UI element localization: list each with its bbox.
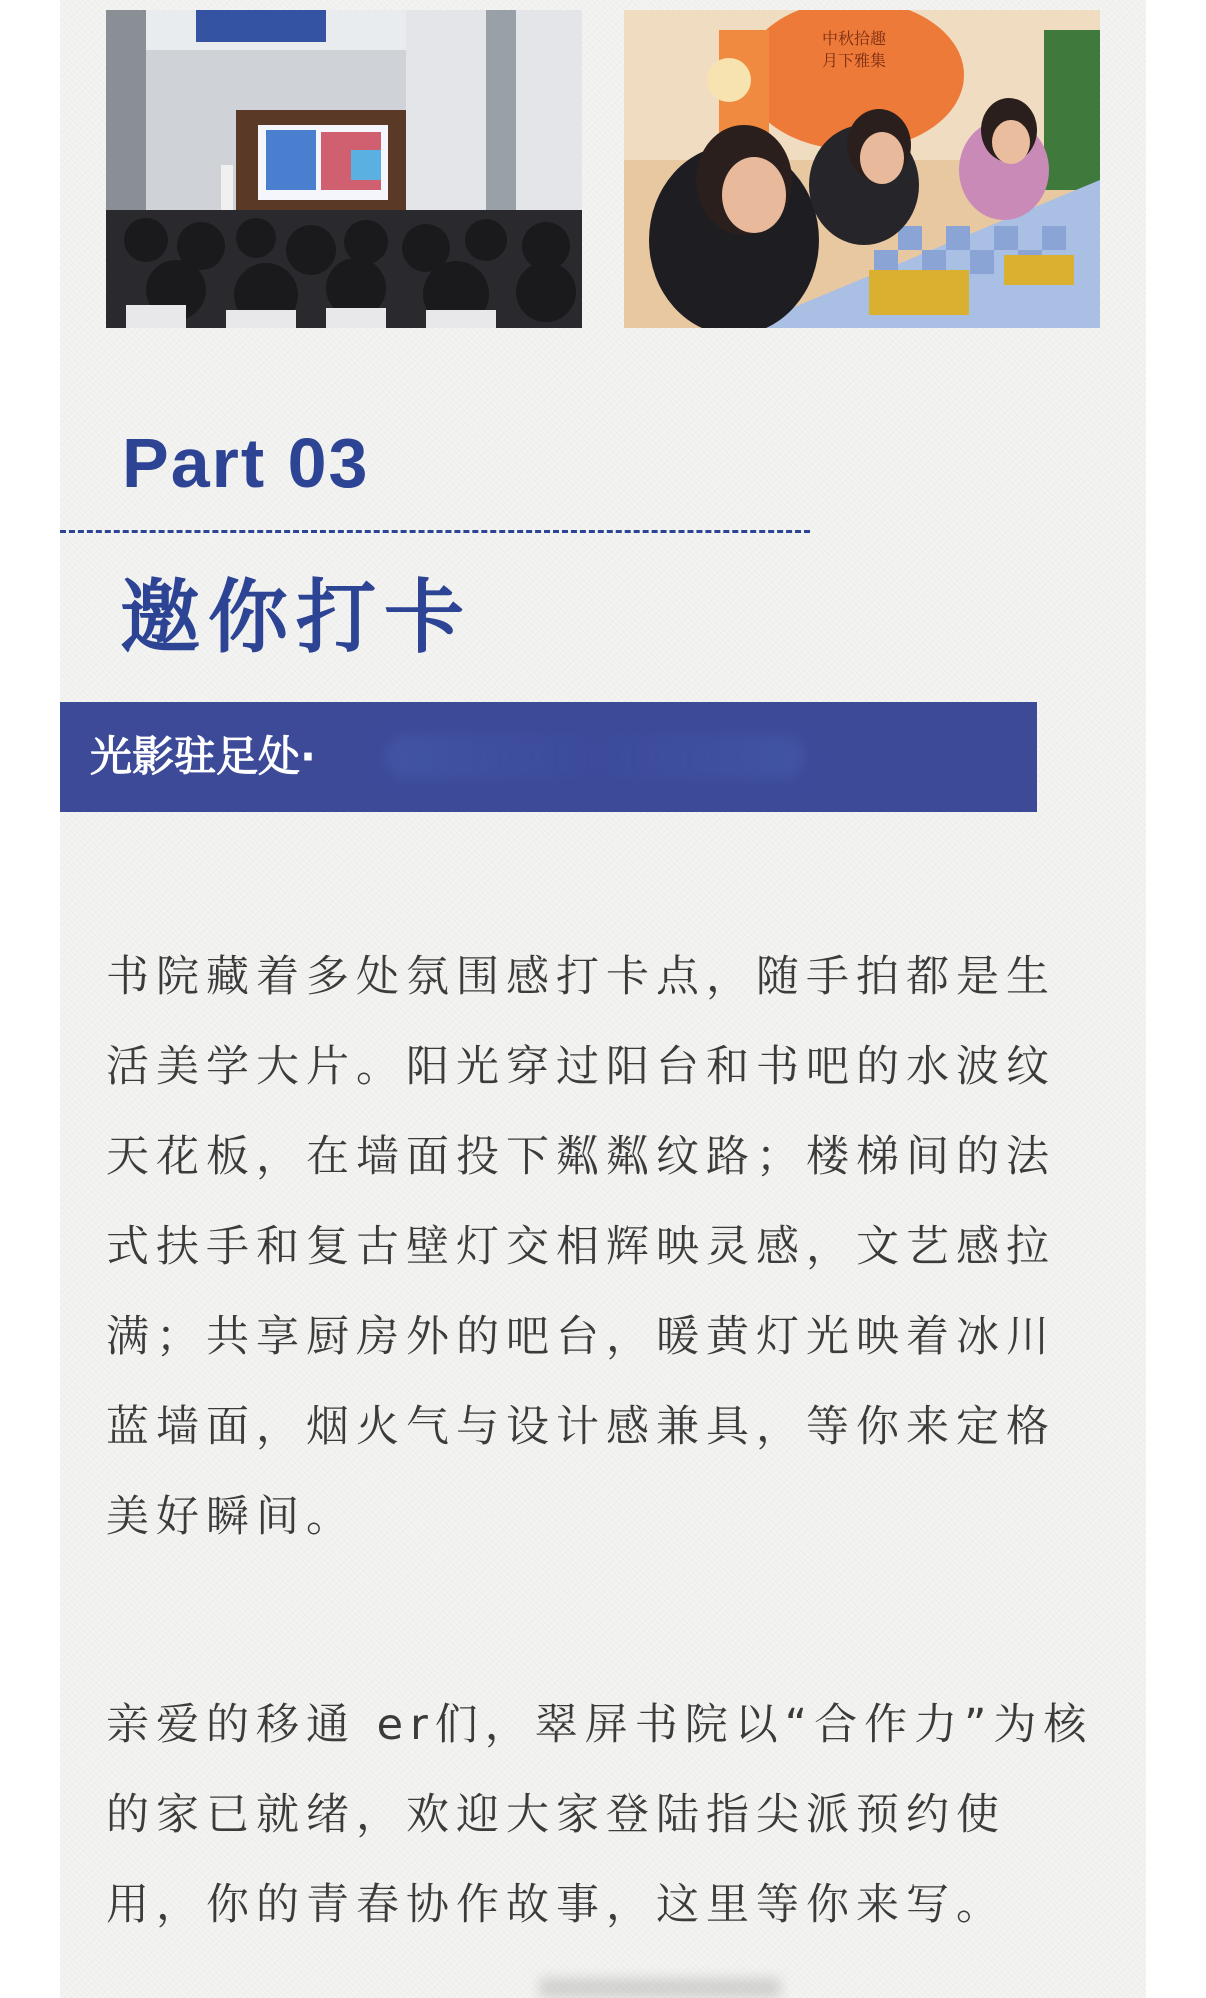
paragraph-line: 满；共享厨房外的吧台，暖黄灯光映着冰川 <box>106 1312 1056 1362</box>
section-title: 邀你打卡 <box>120 571 472 664</box>
paragraph-line: 天花板，在墙面投下粼粼纹路；楼梯间的法 <box>106 1132 1056 1182</box>
paragraph-line: 蓝墙面，烟火气与设计感兼具，等你来定格 <box>106 1402 1056 1452</box>
paragraph-line: 活美学大片。阳光穿过阳台和书吧的水波纹 <box>106 1042 1056 1092</box>
closing-paragraph <box>106 1680 1106 1950</box>
part-label: Part 03 <box>122 424 370 502</box>
photo-sign-text: 中秋拾趣 月下雅集 <box>821 29 886 70</box>
paragraph-line: 亲爱的移通 er们，翠屏书院以“合作力”为核 <box>106 1700 1094 1750</box>
crafts-event-photo <box>624 10 1100 328</box>
paragraph-line: 用，你的青春协作故事，这里等你来写。 <box>106 1880 1006 1930</box>
lecture-hall-photo <box>106 10 582 328</box>
banner-label: 光影驻足处· <box>90 732 316 781</box>
paragraph-line: 美好瞬间。 <box>106 1492 356 1542</box>
paragraph-line: 式扶手和复古壁灯交相辉映灵感，文艺感拉 <box>106 1222 1056 1272</box>
intro-paragraph <box>106 932 1106 1562</box>
watermark-blur <box>540 1978 780 1998</box>
banner-blurred-text <box>385 734 805 780</box>
article-page <box>60 0 1146 1998</box>
subtitle-banner <box>60 702 1037 812</box>
paragraph-line: 的家已就绪，欢迎大家登陆指尖派预约使 <box>106 1790 1006 1840</box>
dashed-divider <box>60 530 810 533</box>
paragraph-line: 书院藏着多处氛围感打卡点，随手拍都是生 <box>106 952 1056 1002</box>
